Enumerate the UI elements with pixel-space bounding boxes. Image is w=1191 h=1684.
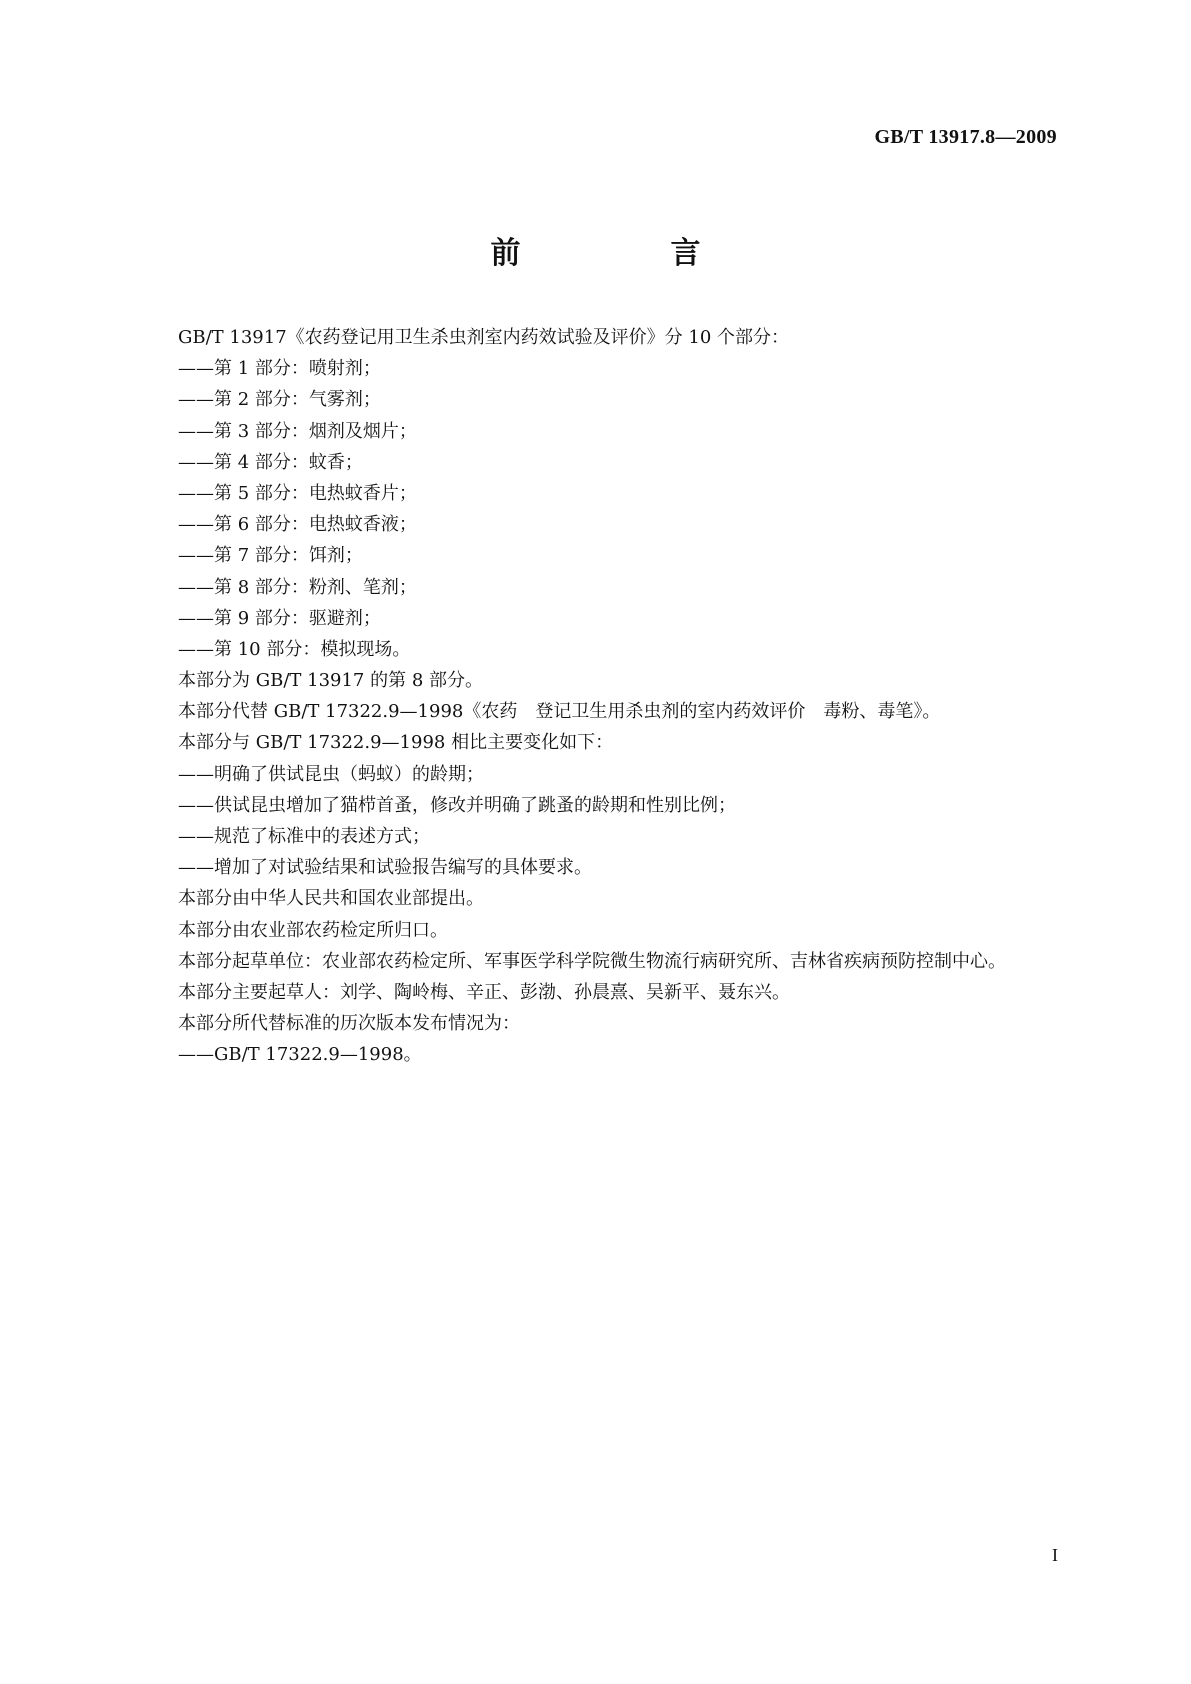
part-item: ——第 7 部分：饵剂； bbox=[178, 545, 363, 567]
part-item: ——第 4 部分：蚊香； bbox=[178, 451, 363, 473]
part-item: ——第 10 部分：模拟现场。 bbox=[178, 638, 411, 660]
part-item: ——第 8 部分：粉剂、笔剂； bbox=[178, 576, 417, 598]
part-item: ——第 9 部分：驱避剂； bbox=[178, 607, 381, 629]
drafting-units-paragraph: 本部分起草单位：农业部农药检定所、军事医学科学院微生物流行病研究所、吉林省疾病预防控制中心。 bbox=[178, 950, 1006, 972]
part-item: ——第 3 部分：烟剂及烟片； bbox=[178, 420, 417, 442]
part-item: ——第 2 部分：气雾剂； bbox=[178, 389, 381, 411]
standard-code: GB/T 13917.8—2009 bbox=[874, 126, 1057, 148]
paragraph: 本部分由中华人民共和国农业部提出。 bbox=[178, 888, 484, 910]
part-item: ——第 6 部分：电热蚊香液； bbox=[178, 514, 417, 536]
history-item: ——GB/T 17322.9—1998。 bbox=[178, 1044, 422, 1066]
paragraph: 本部分与 GB/T 17322.9—1998 相比主要变化如下： bbox=[178, 732, 614, 754]
change-item: ——规范了标准中的表述方式； bbox=[178, 826, 430, 847]
paragraph: 本部分由农业部农药检定所归口。 bbox=[178, 919, 448, 941]
paragraph: 本部分所代替标准的历次版本发布情况为： bbox=[178, 1013, 520, 1035]
foreword-body bbox=[124, 322, 1061, 1071]
paragraph: 本部分主要起草人：刘学、陶岭梅、辛正、彭渤、孙晨熹、吴新平、聂东兴。 bbox=[178, 981, 790, 1003]
paragraph: 本部分为 GB/T 13917 的第 8 部分。 bbox=[178, 670, 483, 692]
change-item: ——明确了供试昆虫（蚂蚁）的龄期； bbox=[178, 763, 484, 785]
change-item: ——供试昆虫增加了猫栉首蚤，修改并明确了跳蚤的龄期和性别比例； bbox=[178, 794, 736, 816]
page-number: I bbox=[1052, 1545, 1058, 1565]
change-item: ——增加了对试验结果和试验报告编写的具体要求。 bbox=[178, 857, 592, 879]
part-item: ——第 1 部分：喷射剂； bbox=[178, 358, 381, 380]
parts-intro: GB/T 13917《农药登记用卫生杀虫剂室内药效试验及评价》分 10 个部分： bbox=[178, 327, 790, 348]
part-item: ——第 5 部分：电热蚊香片； bbox=[178, 482, 417, 504]
paragraph: 本部分代替 GB/T 17322.9—1998《农药 登记卫生用杀虫剂的室内药效评价 毒粉、毒笔》。 bbox=[178, 701, 941, 723]
page-title: 前 言 bbox=[490, 236, 761, 271]
